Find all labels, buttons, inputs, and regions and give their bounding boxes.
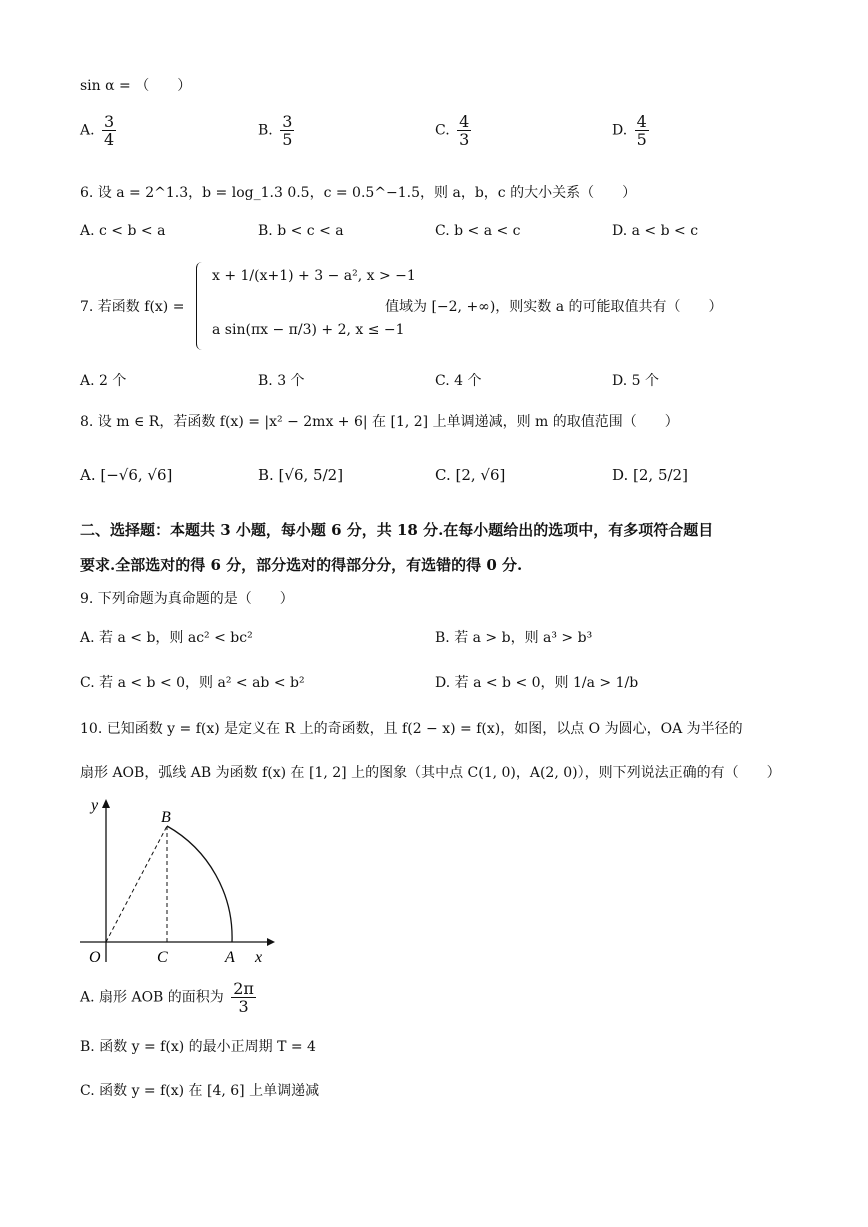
q6-option-d: D. a < b < c [612,223,699,239]
fraction: $\frac{2\pi}{3}$ [233,979,254,1016]
label-y: y [91,797,99,814]
q7-option-b: B. 3 个 [258,373,305,389]
section-heading-line-1: 二、选择题：本题共 3 小题，每小题 6 分，共 18 分.在每小题给出的选项中，有多项符合题目 [80,521,714,539]
sector-figure [75,790,275,970]
q7-label: 7. 若函数 f(x) = [80,299,185,315]
q9-option-d: D. 若 a < b < 0，则 1/a > 1/b [435,675,639,691]
q5-option-b [258,113,297,148]
q7-piece-1: x + 1/(x+1) + 3 − a², x > −1 [212,268,416,284]
fraction: $\frac{3}{5}$ [282,112,293,149]
label-o: O [89,949,101,966]
q10-option-a [80,980,259,1015]
option-letter: B. [258,122,273,139]
q10-option-c: C. 函数 y = f(x) 在 [4, 6] 上单调递减 [80,1083,320,1099]
q7-option-a: A. 2 个 [80,373,127,389]
q10-stem-line-1: 10. 已知函数 y = f(x) 是定义在 R 上的奇函数，且 f(2 − x) = f(x)，如图，以点 O 为圆心，OA 为半径的 [80,721,743,737]
option-letter: D. [612,122,628,139]
fraction: $\frac{4}{3}$ [459,112,470,149]
option-letter: C. [435,122,450,139]
label-a: A [225,949,235,966]
section-heading-line-2: 要求.全部选对的得 6 分，部分选对的得部分分，有选错的得 0 分. [80,556,523,574]
q6-stem: 6. 设 a = 2^1.3，b = log_1.3 0.5，c = 0.5^−1.5，则 a，b，c 的大小关系（ ） [80,185,637,201]
q7-piece-2: a sin(πx − π/3) + 2, x ≤ −1 [212,322,405,338]
q10-stem-line-2: 扇形 AOB，弧线 AB 为函数 f(x) 在 [1, 2] 上的图象（其中点 C(1, 0)，A(2, 0)），则下列说法正确的有（ ） [80,765,781,781]
label-b: B [161,809,171,826]
q9-option-b: B. 若 a > b，则 a³ > b³ [435,630,593,646]
option-letter: A. [80,122,95,139]
x-axis-arrow-icon [267,938,275,946]
q5-stem: sin α = （ ） [80,78,192,94]
label-c: C [157,949,168,966]
q5-option-c [435,113,474,148]
segment-ob [106,826,167,942]
q8-option-a: A. [−√6, √6] [80,466,173,484]
q7-tail: 值域为 [−2, +∞)，则实数 a 的可能取值共有（ ） [385,299,723,315]
q9-option-a: A. 若 a < b，则 ac² < bc² [80,630,253,646]
q5-option-a [80,113,119,148]
q8-stem: 8. 设 m ∈ R，若函数 f(x) = |x² − 2mx + 6| 在 [1, 2] 上单调递减，则 m 的取值范围（ ） [80,414,679,430]
q9-option-c: C. 若 a < b < 0，则 a² < ab < b² [80,675,305,691]
q7-brace [196,262,207,350]
label-x: x [255,949,263,966]
fraction: $\frac{4}{5}$ [636,112,647,149]
q7-option-c: C. 4 个 [435,373,482,389]
q10-option-b: B. 函数 y = f(x) 的最小正周期 T = 4 [80,1039,316,1055]
q6-option-a: A. c < b < a [80,223,166,239]
q8-option-c: C. [2, √6] [435,466,506,484]
option-a-text: A. 扇形 AOB 的面积为 [80,989,224,1006]
q8-option-d: D. [2, 5/2] [612,466,688,484]
q6-option-b: B. b < c < a [258,223,344,239]
arc-ab [167,826,232,942]
q7-option-d: D. 5 个 [612,373,659,389]
q9-stem: 9. 下列命题为真命题的是（ ） [80,591,294,607]
q5-option-d [612,113,652,148]
fraction: $\frac{3}{4}$ [104,112,115,149]
y-axis-arrow-icon [102,799,110,808]
q8-option-b: B. [√6, 5/2] [258,466,344,484]
q6-option-c: C. b < a < c [435,223,521,239]
